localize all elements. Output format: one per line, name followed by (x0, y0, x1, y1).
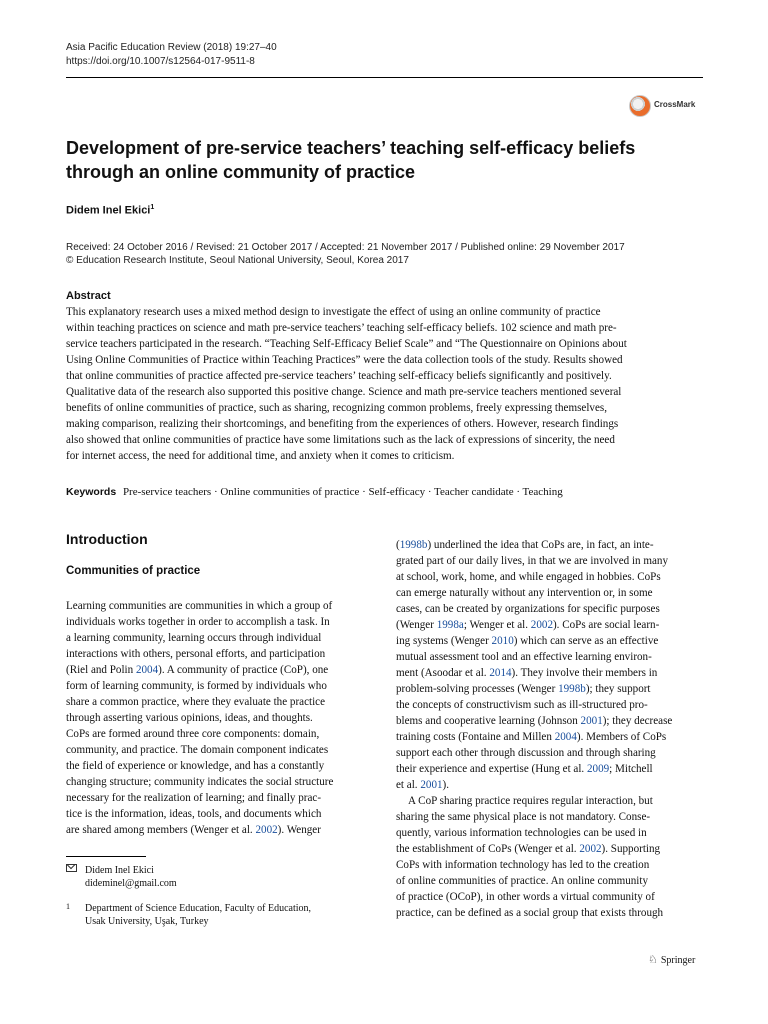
text-span: quently, various information technologies can be used in (396, 827, 647, 839)
citation-link[interactable]: 1998b (399, 539, 428, 551)
text-line (396, 857, 708, 873)
text-span: necessary for the realization of learning; and finally prac- (66, 792, 322, 804)
text-line (66, 662, 378, 678)
text-line (66, 790, 378, 806)
text-span: their experience and expertise (Hung et al. (396, 763, 587, 775)
text-span: ) underlined the idea that CoPs are, in fact, an inte- (427, 539, 654, 551)
citation-link[interactable]: 2014 (489, 667, 512, 679)
text-line (396, 585, 708, 601)
springer-horse-icon: ♘ (648, 954, 658, 966)
text-line (396, 777, 708, 793)
text-span: the concepts of constructivism such as ill-structured pro- (396, 699, 648, 711)
text-span: changing structure; community indicates the social structure (66, 776, 334, 788)
text-line (396, 905, 708, 921)
text-line (66, 630, 378, 646)
text-span: of online communities of practice. An online community (396, 875, 649, 887)
text-span: ). CoPs are social learn- (552, 619, 660, 631)
text-span: are shared among members (Wenger et al. (66, 824, 256, 836)
left-column-text (66, 598, 378, 838)
text-line (66, 646, 378, 662)
text-span: the field of experience or knowledge, and has a constantly (66, 760, 325, 772)
abstract-line: benefits of online communities of practice, such as sharing, recognizing common problems, freely expressing themselves, (66, 402, 607, 414)
text-span: ). They involve their members in (511, 667, 658, 679)
text-span: the establishment of CoPs (Wenger et al. (396, 843, 580, 855)
abstract-line: within teaching practices on science and math pre-service teachers’ teaching self-efficacy beliefs. 102 science and math pre- (66, 322, 617, 334)
right-column-text (396, 537, 708, 921)
text-span: ( (396, 539, 400, 551)
text-span: of practice (OCoP), in other words a virtual community of (396, 891, 655, 903)
text-line (66, 710, 378, 726)
text-span: ; Mitchell (609, 763, 653, 775)
text-span: tice is the information, ideas, tools, and documents which (66, 808, 322, 820)
section-heading-introduction: Introduction (66, 531, 148, 547)
text-span: ); they decrease (602, 715, 673, 727)
text-line (66, 806, 378, 822)
publisher-logo (648, 953, 695, 966)
abstract-line: Qualitative data of the research also supported this positive change. Science and math pre-service teachers mentioned several (66, 386, 622, 398)
text-span: community, and practice. The domain component indicates (66, 744, 329, 756)
citation-link[interactable]: 2004 (554, 731, 577, 743)
journal-citation: Asia Pacific Education Review (2018) 19:27–40 (66, 42, 277, 53)
text-span: practice, can be defined as a social group that exists through (396, 907, 664, 919)
copyright: © Education Research Institute, Seoul National University, Seoul, Korea 2017 (66, 255, 409, 266)
text-span: ); they support (585, 683, 651, 695)
doi-link[interactable]: https://doi.org/10.1007/s12564-017-9511-8 (66, 56, 255, 67)
header-rule (66, 77, 703, 78)
text-span: a learning community, learning occurs through individual (66, 632, 322, 644)
text-line (396, 601, 708, 617)
text-span: CoPs with information technology has led to the creation (396, 859, 650, 871)
text-line (396, 873, 708, 889)
footnote-rule (66, 856, 146, 857)
text-line (396, 553, 708, 569)
text-line (396, 841, 708, 857)
abstract-line: that online communities of practice affected pre-service teachers’ teaching self-efficacy beliefs significantly and positively. (66, 370, 612, 382)
text-span: (Wenger (396, 619, 437, 631)
contact-email[interactable]: dideminel@gmail.com (85, 878, 177, 889)
text-line (396, 889, 708, 905)
text-span: blems and cooperative learning (Johnson (396, 715, 581, 727)
keywords-list: Pre-service teachers · Online communities of practice · Self-efficacy · Teacher candidate · Teaching (122, 486, 563, 498)
citation-link[interactable]: 2001 (420, 779, 443, 791)
keywords (66, 486, 563, 498)
crossmark-label: CrossMark (654, 100, 696, 109)
text-span: problem-solving processes (Wenger (396, 683, 559, 695)
text-line (66, 694, 378, 710)
text-span: ment (Asoodar et al. (396, 667, 490, 679)
text-span: can emerge naturally without any intervention or, in some (396, 587, 653, 599)
text-span: training costs (Fontaine and Millen (396, 731, 555, 743)
contact-footnote (66, 864, 311, 890)
text-line (66, 774, 378, 790)
title-line-1: Development of pre-service teachers’ teaching self-efficacy beliefs (66, 138, 636, 158)
citation-link[interactable]: 2002 (255, 824, 278, 836)
contact-name: Didem Inel Ekici (85, 865, 154, 876)
journal-info (66, 41, 277, 69)
abstract-heading: Abstract (66, 290, 111, 302)
title-line-2: through an online community of practice (66, 162, 416, 182)
abstract-line: service teachers participated in the research. “Teaching Self-Efficacy Belief Scale” and “The Questionnaire on Opinions about (66, 338, 627, 350)
text-line (66, 822, 378, 838)
publisher-name: Springer (660, 955, 696, 966)
text-line (396, 745, 708, 761)
text-line (66, 678, 378, 694)
text-span: grated part of our daily lives, in that we are involved in many (396, 555, 669, 567)
text-span: cases, can be created by organizations for specific purposes (396, 603, 660, 615)
text-line (396, 537, 708, 553)
text-line (396, 649, 708, 665)
citation-link[interactable]: 1998b (558, 683, 586, 695)
text-span: interactions with others, personal efforts, and participation (66, 648, 326, 660)
crossmark-icon (629, 95, 651, 117)
keywords-label: Keywords (66, 486, 117, 498)
abstract-line: This explanatory research uses a mixed method design to investigate the effect of using an online community of practice (66, 306, 601, 318)
text-span: ). Supporting (601, 843, 661, 855)
text-span: support each other through discussion and through sharing (396, 747, 656, 759)
text-span: ; Wenger et al. (463, 619, 531, 631)
author (66, 204, 154, 217)
envelope-icon (66, 864, 77, 872)
affiliation-footnote (66, 902, 311, 928)
footnotes (66, 864, 311, 928)
text-line (66, 726, 378, 742)
text-span: through asserting various opinions, ideas, and thoughts. (66, 712, 313, 724)
text-line (396, 681, 708, 697)
text-line (66, 614, 378, 630)
abstract-line: Using Online Communities of Practice within Teaching Practices” were the data collection tools of the study. Results showed (66, 354, 623, 366)
citation-link[interactable]: 1998a (436, 619, 464, 631)
text-span: at school, work, home, and while engaged in hobbies. CoPs (396, 571, 661, 583)
affiliation-line-2: Usak University, Uşak, Turkey (85, 916, 209, 927)
text-span: ). Wenger (277, 824, 321, 836)
citation-link[interactable]: 2002 (579, 843, 602, 855)
text-line (396, 809, 708, 825)
text-line (396, 761, 708, 777)
text-span: sharing the same physical place is not mandatory. Conse- (396, 811, 651, 823)
text-line (396, 825, 708, 841)
article-title (66, 136, 696, 184)
author-name: Didem Inel Ekici (66, 204, 151, 217)
text-span: form of learning community, is formed by individuals who (66, 680, 327, 692)
abstract-line: also showed that online communities of practice have some limitations such as the lack of expressions of sincerity, the need (66, 434, 615, 446)
text-line (66, 742, 378, 758)
abstract-line: for internet access, the need for additional time, and anxiety when it comes to criticism. (66, 450, 455, 462)
citation-link[interactable]: 2010 (491, 635, 514, 647)
text-span: ing systems (Wenger (396, 635, 492, 647)
author-affiliation-mark: 1 (150, 204, 155, 211)
text-line (396, 729, 708, 745)
text-span: Learning communities are communities in which a group of (66, 600, 333, 612)
citation-link[interactable]: 2009 (586, 763, 610, 775)
history-dates: Received: 24 October 2016 / Revised: 21 October 2017 / Accepted: 21 November 2017 / Published online: 29 November 2017 (66, 242, 625, 253)
abstract-line: making comparison, realizing their shortcomings, and benefiting from the experiences of others. However, research findings (66, 418, 619, 430)
affiliation-mark: 1 (66, 902, 70, 911)
text-span: individuals works together in order to accomplish a task. In (66, 616, 330, 628)
text-span: ). A community of practice (CoP), one (158, 664, 329, 676)
text-line (396, 713, 708, 729)
text-line (396, 633, 708, 649)
text-span: CoPs are formed around three core components: domain, (66, 728, 320, 740)
text-line (396, 665, 708, 681)
citation-link[interactable]: 2002 (530, 619, 553, 631)
text-span: mutual assessment tool and an effective learning environ- (396, 651, 652, 663)
text-span: ). (442, 779, 449, 791)
text-span: (Riel and Polin (66, 664, 136, 676)
text-span: share a common practice, where they evaluate the practice (66, 696, 326, 708)
text-line (66, 758, 378, 774)
text-line (396, 697, 708, 713)
citation-link[interactable]: 2001 (580, 715, 603, 727)
text-span: et al. (396, 779, 421, 791)
text-line (396, 569, 708, 585)
article-dates (66, 241, 625, 267)
citation-link[interactable]: 2004 (135, 664, 159, 676)
subsection-heading-communities: Communities of practice (66, 565, 201, 577)
text-span: ) which can serve as an effective (513, 635, 659, 647)
text-line (396, 617, 708, 633)
text-span: ). Members of CoPs (576, 731, 667, 743)
crossmark-badge[interactable] (629, 95, 705, 119)
text-span: A CoP sharing practice requires regular interaction, but (408, 795, 653, 807)
text-line (66, 598, 378, 614)
affiliation-line-1: Department of Science Education, Faculty of Education, (85, 903, 312, 914)
text-line (396, 793, 708, 809)
abstract-body (66, 304, 706, 464)
